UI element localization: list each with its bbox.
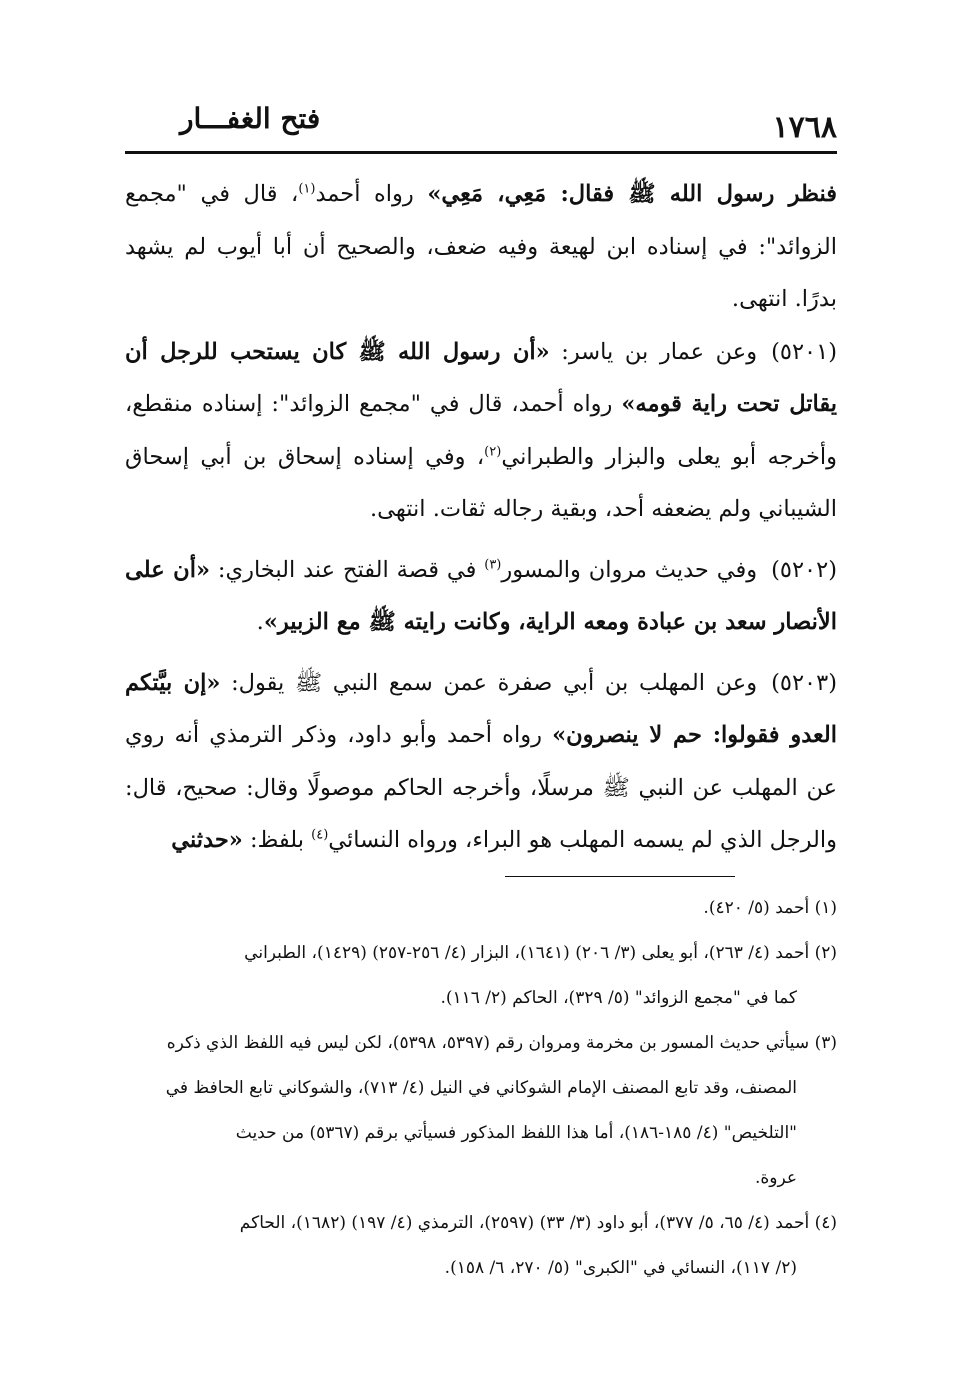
hadith-text: «أن رسول الله ﷺ كان يستحب للرجل أن يقاتل تحت راية قومه»	[125, 338, 838, 417]
footnote-2-line: (٢) أحمد (٤/ ٢٦٣)، أبو يعلى (٣/ ٢٠٦) (١٦٤١)، البزار (٤/ ٢٥٦-٢٥٧) (١٤٢٩)، الطبراني	[244, 943, 837, 963]
running-title: فتح الغفـــار	[180, 102, 321, 135]
hadith-number: (٥٢٠٢)	[771, 556, 837, 583]
commentary-text: .	[256, 609, 264, 635]
commentary-text: رواه أحمد وأبو داود، وذكر الترمذي أنه روي عن المهلب عن النبي ﷺ مرسلًا، وأخرجه الحاكم موصولًا وقال: صحيح، قال: والرجل الذي لم يسمه المهلب هو البراء، ورواه النسائي	[125, 722, 837, 853]
commentary-text: رواه أحمد	[315, 181, 428, 207]
footnote-4-line: (٤) أحمد (٤/ ٦٥، ٥/ ٣٧٧)، أبو داود (٣/ ٣٣) (٢٥٩٧)، الترمذي (٤/ ١٩٧) (١٦٨٢)، الحاكم	[239, 1213, 837, 1233]
footnote-3-line: المصنف، وقد تابع المصنف الإمام الشوكاني في النيل (٤/ ٧١٣)، والشوكاني تابع الحافظ في	[165, 1078, 797, 1098]
hadith-number: (٥٢٠٣)	[771, 669, 837, 696]
hadith-text: «إن بيَّتكم العدو فقولوا: حم لا ينصرون»	[125, 669, 837, 748]
footnote-3-line: (٣) سيأتي حديث المسور بن مخرمة ومروان رقم (٥٣٩٧، ٥٣٩٨)، لكن ليس فيه اللفظ الذي ذكره	[166, 1033, 837, 1053]
commentary-text: ، وفي إسناده إسحاق بن أبي إسحاق الشيباني ولم يضعفه أحد، وبقية رجاله ثقات. انتهى.	[125, 443, 837, 522]
footnote-3-line: عروة.	[754, 1168, 797, 1188]
commentary-text: وعن المهلب بن أبي صفرة عمن سمع النبي ﷺ يقول:	[220, 669, 758, 696]
footnote-ref-4[interactable]: (٤)	[311, 827, 329, 843]
hadith-5201	[125, 326, 837, 536]
hadith-text: «أن على الأنصار سعد بن عبادة ومعه الراية، وكانت رايته ﷺ مع الزبير»	[125, 556, 837, 635]
hadith-text: فنظر رسول الله ﷺ فقال: مَعِي، مَعِي»	[427, 181, 837, 207]
footnotes	[125, 886, 837, 1291]
footnote-ref-2[interactable]: (٢)	[484, 444, 502, 459]
page-header	[125, 100, 837, 152]
commentary-text: بلفظ:	[242, 827, 312, 853]
hadith-5202	[125, 544, 837, 649]
commentary-text: وفي حديث مروان والمسور	[501, 556, 758, 583]
hadith-number: (٥٢٠١)	[771, 338, 837, 365]
commentary-text: في قصة الفتح عند البخاري:	[210, 556, 485, 583]
paragraph-continuation	[125, 168, 837, 326]
footnote-2-line: كما في "مجمع الزوائد" (٥/ ٣٢٩)، الحاكم (٢/ ١١٦).	[440, 988, 797, 1008]
page-number: ١٧٦٨	[772, 110, 837, 145]
footnote-ref-1[interactable]: (١)	[298, 181, 316, 197]
footnote-separator	[505, 876, 735, 877]
commentary-text: ، قال في "مجمع الزوائد": في إسناده ابن لهيعة وفيه ضعف، والصحيح أن أبا أيوب لم يشهد بدرًا. انتهى.	[125, 181, 837, 312]
main-text	[125, 168, 837, 867]
footnote-1: (١) أحمد (٥/ ٤٢٠).	[703, 898, 837, 918]
header-rule	[125, 151, 837, 154]
hadith-5203	[125, 657, 837, 867]
commentary-text: وعن عمار بن ياسر:	[549, 338, 758, 365]
commentary-text: رواه أحمد، قال في "مجمع الزوائد": إسناده منقطع، وأخرجه أبو يعلى والبزار والطبراني	[125, 391, 837, 470]
hadith-text: «حدثني	[171, 827, 243, 853]
footnote-ref-3[interactable]: (٣)	[484, 557, 502, 572]
footnote-4-line: (٢/ ١١٧)، النسائي في "الكبرى" (٥/ ٢٧٠، ٦/ ١٥٨).	[444, 1258, 797, 1278]
footnote-3-line: "التلخيص" (٤/ ١٨٥-١٨٦)، أما هذا اللفظ المذكور فسيأتي برقم (٥٣٦٧) من حديث	[235, 1123, 797, 1143]
